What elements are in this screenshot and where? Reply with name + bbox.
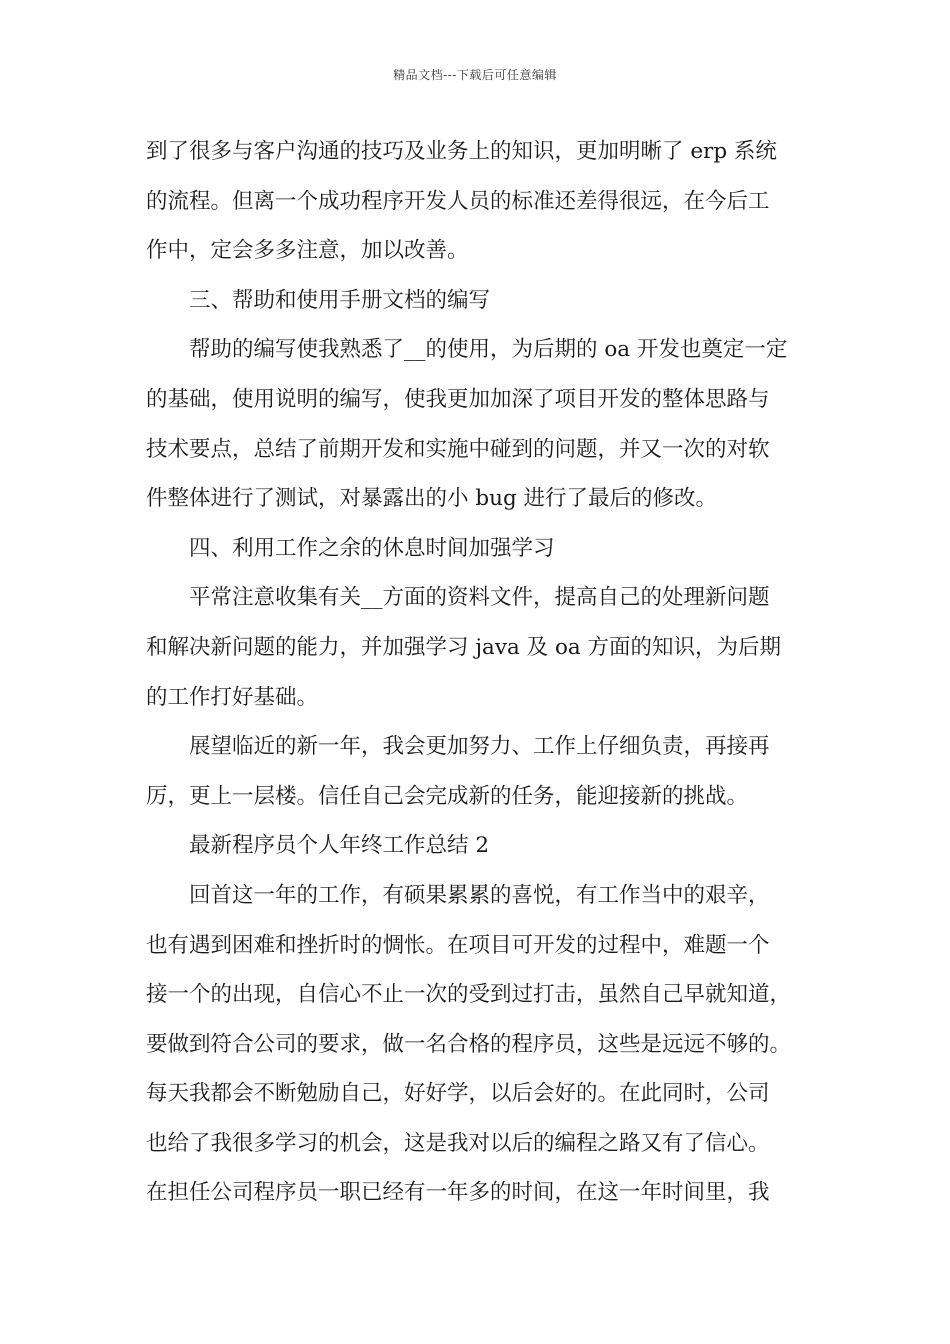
text-line: 帮助的编写使我熟悉了__的使用，为后期的 oa 开发也奠定一定 bbox=[189, 337, 788, 363]
section-heading: 三、帮助和使用手册文档的编写 bbox=[189, 287, 491, 313]
text-line: 每天我都会不断勉励自己，好好学，以后会好的。在此同时，公司 bbox=[146, 1081, 770, 1107]
text-line: 要做到符合公司的要求，做一名合格的程序员，这些是远远不够的。 bbox=[146, 1031, 792, 1057]
article-title: 最新程序员个人年终工作总结 2 bbox=[189, 833, 490, 859]
text-line: 件整体进行了测试，对暴露出的小 bug 进行了最后的修改。 bbox=[146, 486, 718, 512]
text-line: 平常注意收集有关__方面的资料文件，提高自己的处理新问题 bbox=[189, 585, 770, 611]
text-line: 回首这一年的工作，有硕果累累的喜悦，有工作当中的艰辛， bbox=[189, 882, 770, 908]
text-line: 厉，更上一层楼。信任自己会完成新的任务，能迎接新的挑战。 bbox=[146, 783, 749, 809]
document-body bbox=[146, 127, 812, 1218]
text-line: 也有遇到困难和挫折时的惆怅。在项目可开发的过程中，难题一个 bbox=[146, 932, 770, 958]
text-line: 的流程。但离一个成功程序开发人员的标准还差得很远，在今后工 bbox=[146, 188, 770, 214]
text-line: 在担任公司程序员一职已经有一年多的时间，在这一年时间里，我 bbox=[146, 1180, 770, 1206]
text-line: 接一个的出现，自信心不止一次的受到过打击，虽然自己早就知道， bbox=[146, 982, 792, 1008]
text-line: 技术要点，总结了前期开发和实施中碰到的问题，并又一次的对软 bbox=[146, 436, 770, 462]
text-line: 的基础，使用说明的编写，使我更加加深了项目开发的整体思路与 bbox=[146, 386, 770, 412]
page-header: 精品文档---下载后可任意编辑 bbox=[393, 68, 557, 82]
text-line: 和解决新问题的能力，并加强学习 java 及 oa 方面的知识，为后期 bbox=[146, 634, 782, 660]
section-heading: 四、利用工作之余的休息时间加强学习 bbox=[189, 535, 555, 561]
text-line: 展望临近的新一年，我会更加努力、工作上仔细负责，再接再 bbox=[189, 734, 770, 760]
text-line: 到了很多与客户沟通的技巧及业务上的知识，更加明晰了 erp 系统 bbox=[146, 139, 777, 164]
text-line: 的工作打好基础。 bbox=[146, 684, 319, 710]
text-line: 作中，定会多多注意，加以改善。 bbox=[146, 238, 469, 264]
text-line: 也给了我很多学习的机会，这是我对以后的编程之路又有了信心。 bbox=[146, 1130, 770, 1156]
